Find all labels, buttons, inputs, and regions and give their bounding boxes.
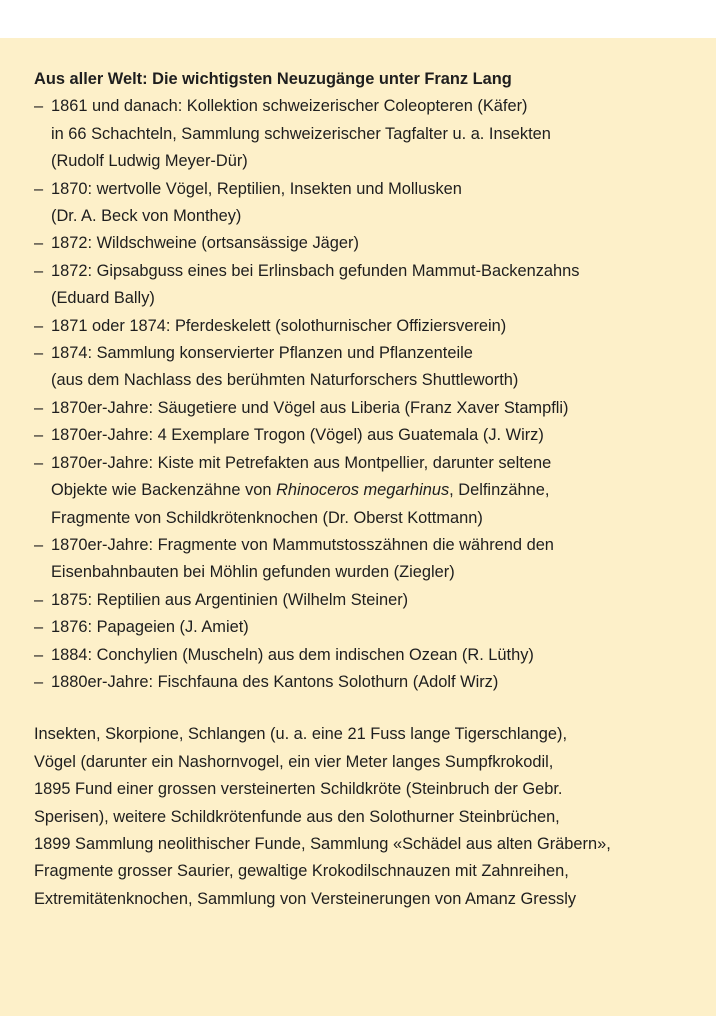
list-item bbox=[34, 642, 704, 669]
item-line: – 1872: Wildschweine (ortsansässige Jäger) bbox=[51, 234, 359, 253]
species-name: Rhinoceros megarhinus bbox=[276, 481, 450, 500]
paragraph-line: 1895 Fund einer grossen versteinerten Schildkröte (Steinbruch der Gebr. bbox=[34, 780, 563, 799]
acquisitions-list bbox=[34, 93, 704, 696]
paragraph-line: Sperisen), weitere Schildkrötenfunde aus den Solothurner Steinbrüchen, bbox=[34, 807, 560, 826]
list-item bbox=[34, 313, 704, 340]
info-panel bbox=[0, 38, 716, 1016]
paragraph-line: Vögel (darunter ein Nashornvogel, ein vier Meter langes Sumpfkrokodil, bbox=[34, 752, 554, 771]
paragraph-line: Extremitätenknochen, Sammlung von Versteinerungen von Amanz Gressly bbox=[34, 889, 577, 908]
paragraph-line: Fragmente grosser Saurier, gewaltige Krokodilschnauzen mit Zahnreihen, bbox=[34, 862, 569, 881]
item-line: Fragmente von Schildkrötenknochen (Dr. Oberst Kottmann) bbox=[51, 508, 483, 527]
item-line: – 1874: Sammlung konservierter Pflanzen und Pflanzenteile bbox=[51, 344, 473, 363]
item-text: Objekte wie Backenzähne von bbox=[51, 481, 277, 500]
summary-paragraph bbox=[34, 721, 704, 913]
item-line: in 66 Schachteln, Sammlung schweizerischer Tagfalter u. a. Insekten bbox=[51, 124, 551, 143]
list-item bbox=[34, 230, 704, 257]
list-item bbox=[34, 176, 704, 231]
item-line: – 1870er-Jahre: Kiste mit Petrefakten aus Montpellier, darunter seltene bbox=[51, 453, 552, 472]
item-line: – 1884: Conchylien (Muscheln) aus dem indischen Ozean (R. Lüthy) bbox=[51, 645, 534, 664]
item-text: , Delfinzähne, bbox=[449, 481, 550, 500]
item-line: – 1875: Reptilien aus Argentinien (Wilhelm Steiner) bbox=[51, 590, 409, 609]
panel-content bbox=[34, 66, 704, 913]
item-line: – 1870: wertvolle Vögel, Reptilien, Insekten und Mollusken bbox=[51, 179, 462, 198]
item-line: (Dr. A. Beck von Monthey) bbox=[51, 207, 242, 226]
item-line: – 1870er-Jahre: Säugetiere und Vögel aus Liberia (Franz Xaver Stampfli) bbox=[51, 398, 569, 417]
list-item bbox=[34, 93, 704, 175]
list-item bbox=[34, 422, 704, 449]
item-line: – 1876: Papageien (J. Amiet) bbox=[51, 618, 249, 637]
list-item bbox=[34, 587, 704, 614]
item-line: Eisenbahnbauten bei Möhlin gefunden wurden (Ziegler) bbox=[51, 563, 455, 582]
list-item bbox=[34, 614, 704, 641]
list-item bbox=[34, 340, 704, 395]
item-line: – 1872: Gipsabguss eines bei Erlinsbach gefunden Mammut-Backenzahns bbox=[51, 261, 580, 280]
item-line: – 1871 oder 1874: Pferdeskelett (solothurnischer Offiziersverein) bbox=[51, 316, 507, 335]
item-line: – 1880er-Jahre: Fischfauna des Kantons Solothurn (Adolf Wirz) bbox=[51, 672, 499, 691]
paragraph-line: Insekten, Skorpione, Schlangen (u. a. eine 21 Fuss lange Tigerschlange), bbox=[34, 725, 568, 744]
list-item bbox=[34, 395, 704, 422]
item-line: (Rudolf Ludwig Meyer-Dür) bbox=[51, 152, 248, 171]
item-line-mixed bbox=[51, 477, 704, 504]
item-line: – 1870er-Jahre: Fragmente von Mammutstosszähnen die während den bbox=[51, 535, 554, 554]
item-line: (Eduard Bally) bbox=[51, 289, 155, 308]
paragraph-line: 1899 Sammlung neolithischer Funde, Sammlung «Schädel aus alten Gräbern», bbox=[34, 834, 611, 853]
item-line: (aus dem Nachlass des berühmten Naturforschers Shuttleworth) bbox=[51, 371, 519, 390]
list-item bbox=[34, 669, 704, 696]
item-line: – 1870er-Jahre: 4 Exemplare Trogon (Vögel) aus Guatemala (J. Wirz) bbox=[51, 426, 544, 445]
list-item bbox=[34, 258, 704, 313]
list-item bbox=[34, 450, 704, 532]
panel-heading: Aus aller Welt: Die wichtigsten Neuzugänge unter Franz Lang bbox=[34, 70, 512, 88]
item-line: – 1861 und danach: Kollektion schweizerischer Coleopteren (Käfer) bbox=[51, 97, 528, 116]
list-item bbox=[34, 532, 704, 587]
